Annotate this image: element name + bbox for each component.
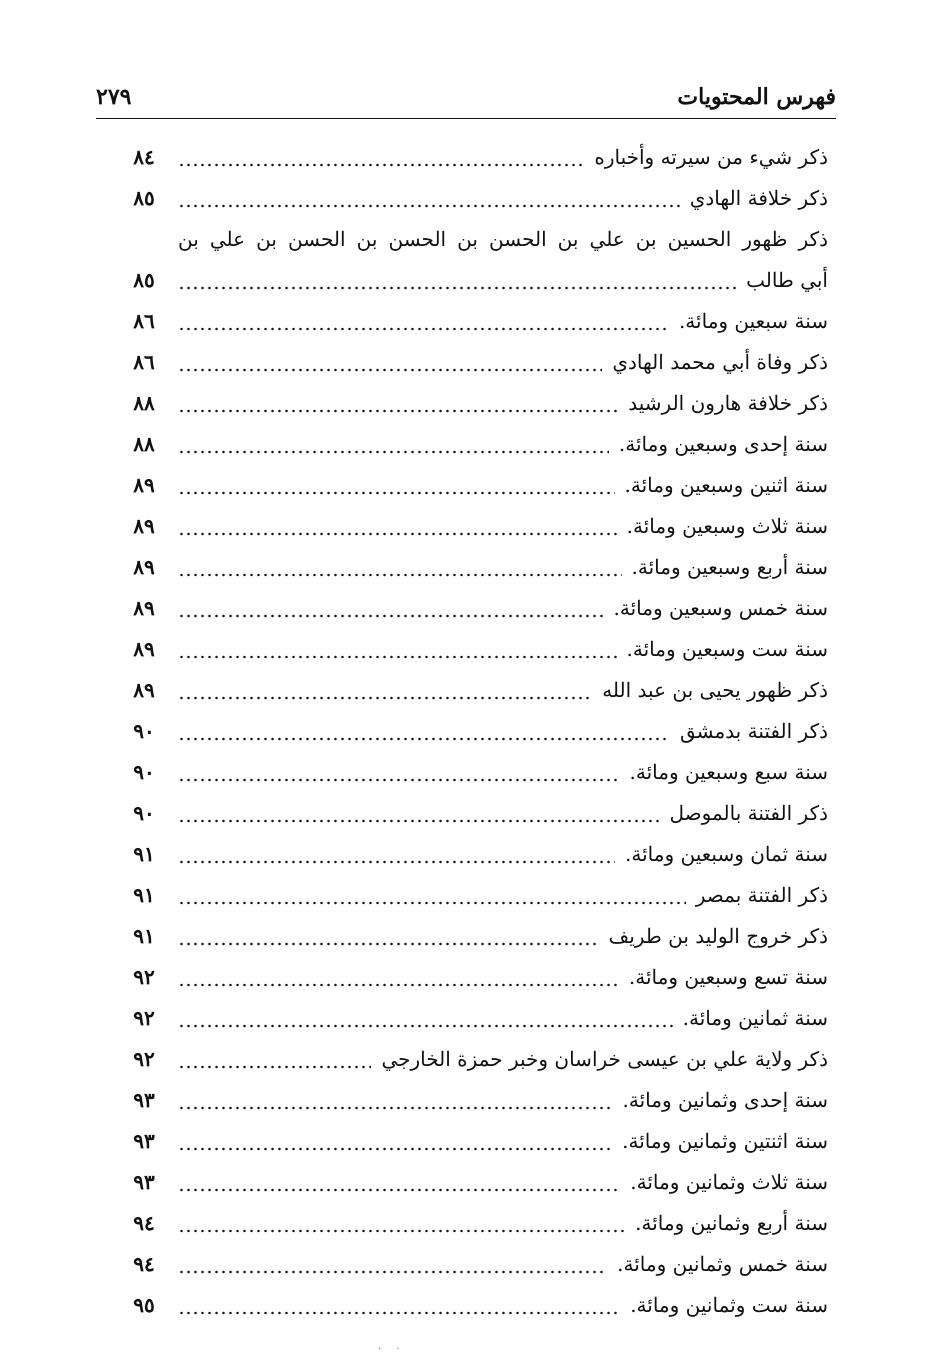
toc-entry-page: ٨٩ xyxy=(133,678,155,702)
toc-entry[interactable] xyxy=(0,915,936,956)
toc-entry-page: ٩٥ xyxy=(133,1293,155,1317)
toc-entry-title: سنة أربع وثمانين ومائة. xyxy=(635,1211,828,1235)
toc-entry-page: ٨٦ xyxy=(133,350,155,374)
toc-entry[interactable] xyxy=(0,751,936,792)
toc-entry-page: ٩٢ xyxy=(133,1006,155,1030)
toc-entry-title: سنة تسع وسبعين ومائة. xyxy=(628,965,828,989)
dot-leader xyxy=(178,681,592,701)
dot-leader xyxy=(178,558,622,578)
toc-entry[interactable] xyxy=(0,300,936,341)
toc-entry-row xyxy=(178,634,828,664)
toc-entry-title: ذكر الفتنة بدمشق xyxy=(679,719,828,743)
dot-leader xyxy=(178,927,599,947)
dot-leader xyxy=(178,271,736,291)
toc-entry-title: ذكر خلافة الهادي xyxy=(689,186,828,210)
toc-entry-title: سنة ثلاث وثمانين ومائة. xyxy=(630,1170,828,1194)
toc-entry[interactable] xyxy=(0,1243,936,1284)
toc-entry[interactable] xyxy=(0,1284,936,1325)
dot-leader xyxy=(178,394,618,414)
toc-entry-page: ٩٢ xyxy=(133,1047,155,1071)
toc-entry-title: ذكر ولاية علي بن عيسى خراسان وخبر حمزة الخارجي xyxy=(381,1047,828,1071)
toc-entry-page: ٩١ xyxy=(133,883,155,907)
dot-leader xyxy=(178,1132,612,1152)
dot-leader xyxy=(178,189,680,209)
toc-entry-page: ٩١ xyxy=(133,924,155,948)
dot-leader xyxy=(178,640,617,660)
toc-entry-row xyxy=(178,1167,828,1197)
toc-entry[interactable] xyxy=(0,1202,936,1243)
running-header xyxy=(96,80,836,119)
toc-entry[interactable] xyxy=(0,341,936,382)
toc-entry-title: سنة اثنين وسبعين ومائة. xyxy=(624,473,828,497)
dot-leader xyxy=(178,148,584,168)
toc-entry-row xyxy=(178,839,828,869)
toc-entry-row xyxy=(178,347,828,377)
toc-entry-title: سنة سبع وسبعين ومائة. xyxy=(629,760,828,784)
dot-leader xyxy=(178,312,669,332)
toc-entry-row xyxy=(178,675,828,705)
dot-leader xyxy=(178,1255,607,1275)
toc-entry-title: ذكر خلافة هارون الرشيد xyxy=(628,391,828,415)
table-of-contents xyxy=(0,136,936,1325)
toc-entry[interactable] xyxy=(0,136,936,177)
toc-entry[interactable] xyxy=(0,1120,936,1161)
toc-entry-row xyxy=(178,142,828,172)
toc-entry-page: ٩٠ xyxy=(133,801,155,825)
toc-entry[interactable] xyxy=(0,505,936,546)
toc-entry[interactable] xyxy=(0,710,936,751)
toc-entry-page: ٩١ xyxy=(133,842,155,866)
toc-entry-page: ٨٥ xyxy=(133,268,155,292)
toc-entry-page: ٩٤ xyxy=(133,1252,155,1276)
dot-leader xyxy=(178,1296,620,1316)
toc-entry-title: ذكر وفاة أبي محمد الهادي xyxy=(612,350,828,374)
toc-entry-row xyxy=(178,1126,828,1156)
toc-entry[interactable] xyxy=(0,1161,936,1202)
toc-entry-page: ٨٨ xyxy=(133,432,155,456)
toc-entry-title: سنة خمس وسبعين ومائة. xyxy=(613,596,828,620)
dot-leader xyxy=(178,1050,371,1070)
toc-entry-title: ذكر الفتنة بالموصل xyxy=(669,801,828,825)
toc-entry-row xyxy=(178,388,828,418)
toc-entry[interactable] xyxy=(0,218,936,300)
toc-entry-title-line: ذكر ظهور الحسين بن علي بن الحسن بن الحسن بن الحسن بن علي بن xyxy=(178,227,828,251)
toc-entry-row xyxy=(178,552,828,582)
toc-entry-title: سنة اثنتين وثمانين ومائة. xyxy=(622,1129,828,1153)
toc-entry-title: سنة ثمانين ومائة. xyxy=(682,1006,828,1030)
toc-entry-page: ٨٩ xyxy=(133,514,155,538)
toc-entry-row xyxy=(178,429,828,459)
scan-speck: · · xyxy=(378,1344,406,1355)
toc-entry-page: ٩٢ xyxy=(133,965,155,989)
toc-entry-row xyxy=(178,1249,828,1279)
dot-leader xyxy=(178,599,604,619)
toc-entry-title: سنة ست وثمانين ومائة. xyxy=(630,1293,828,1317)
toc-entry-title: ذكر ظهور يحيى بن عبد الله xyxy=(602,678,828,702)
toc-entry-page: ٨٦ xyxy=(133,309,155,333)
dot-leader xyxy=(178,1009,673,1029)
header-title: فهرس المحتويات xyxy=(677,84,836,110)
toc-entry-page: ٨٩ xyxy=(133,555,155,579)
toc-entry-row xyxy=(178,265,828,295)
toc-entry-title: سنة إحدى وسبعين ومائة. xyxy=(618,432,828,456)
toc-entry-row xyxy=(178,593,828,623)
toc-entry-page: ٨٤ xyxy=(133,145,155,169)
dot-leader xyxy=(178,517,617,537)
toc-entry-title: سنة خمس وثمانين ومائة. xyxy=(617,1252,828,1276)
toc-entry-row xyxy=(178,962,828,992)
dot-leader xyxy=(178,435,609,455)
toc-entry-page: ٨٩ xyxy=(133,473,155,497)
dot-leader xyxy=(178,1173,620,1193)
toc-entry-row xyxy=(178,1003,828,1033)
toc-entry-title: ذكر الفتنة بمصر xyxy=(695,883,828,907)
toc-entry[interactable] xyxy=(0,177,936,218)
toc-entry-row xyxy=(178,1044,828,1074)
toc-entry-page: ٩٤ xyxy=(133,1211,155,1235)
toc-entry-row xyxy=(178,511,828,541)
toc-entry-row xyxy=(178,716,828,746)
toc-entry-page: ٨٥ xyxy=(133,186,155,210)
toc-entry-page: ٩٣ xyxy=(133,1129,155,1153)
toc-entry-title: سنة ست وسبعين ومائة. xyxy=(626,637,828,661)
toc-entry-row xyxy=(178,183,828,213)
toc-entry[interactable] xyxy=(0,1038,936,1079)
toc-entry-title: ذكر خروج الوليد بن طريف xyxy=(608,924,828,948)
dot-leader xyxy=(178,886,686,906)
toc-entry-row xyxy=(178,921,828,951)
header-page-number: ٢٧٩ xyxy=(96,84,132,110)
toc-entry-page: ٨٨ xyxy=(133,391,155,415)
toc-entry[interactable] xyxy=(0,997,936,1038)
dot-leader xyxy=(178,763,620,783)
dot-leader xyxy=(178,1091,613,1111)
toc-entry-row xyxy=(178,757,828,787)
toc-entry-title: ذكر شيء من سيرته وأخباره xyxy=(594,145,828,169)
toc-entry-title: سنة إحدى وثمانين ومائة. xyxy=(622,1088,828,1112)
dot-leader xyxy=(178,968,619,988)
toc-entry[interactable] xyxy=(0,792,936,833)
toc-entry[interactable] xyxy=(0,1079,936,1120)
toc-entry-page: ٨٩ xyxy=(133,596,155,620)
toc-entry[interactable] xyxy=(0,956,936,997)
dot-leader xyxy=(178,722,670,742)
toc-entry-row xyxy=(178,306,828,336)
toc-entry-row xyxy=(178,470,828,500)
toc-entry[interactable] xyxy=(0,423,936,464)
toc-entry-title: أبي طالب xyxy=(746,268,828,292)
toc-entry[interactable] xyxy=(0,628,936,669)
toc-entry-title: سنة سبعين ومائة. xyxy=(678,309,828,333)
toc-entry-page: ٩٣ xyxy=(133,1088,155,1112)
dot-leader xyxy=(178,1214,625,1234)
toc-entry-title: سنة ثلاث وسبعين ومائة. xyxy=(626,514,828,538)
toc-entry[interactable] xyxy=(0,382,936,423)
toc-entry[interactable] xyxy=(0,464,936,505)
toc-entry-row xyxy=(178,880,828,910)
dot-leader xyxy=(178,804,659,824)
toc-entry-page: ٩٣ xyxy=(133,1170,155,1194)
toc-entry-page: ٨٩ xyxy=(133,637,155,661)
toc-entry-row xyxy=(178,798,828,828)
toc-entry-page: ٩٠ xyxy=(133,719,155,743)
toc-entry[interactable] xyxy=(0,546,936,587)
toc-entry[interactable] xyxy=(0,587,936,628)
toc-entry[interactable] xyxy=(0,669,936,710)
dot-leader xyxy=(178,476,615,496)
dot-leader xyxy=(178,353,602,373)
toc-entry-title: سنة ثمان وسبعين ومائة. xyxy=(625,842,828,866)
toc-entry-title: سنة أربع وسبعين ومائة. xyxy=(631,555,828,579)
toc-entry[interactable] xyxy=(0,833,936,874)
toc-entry-row xyxy=(178,1208,828,1238)
toc-entry-row xyxy=(178,1290,828,1320)
toc-entry-page: ٩٠ xyxy=(133,760,155,784)
toc-entry[interactable] xyxy=(0,874,936,915)
dot-leader xyxy=(178,845,615,865)
toc-entry-row xyxy=(178,1085,828,1115)
